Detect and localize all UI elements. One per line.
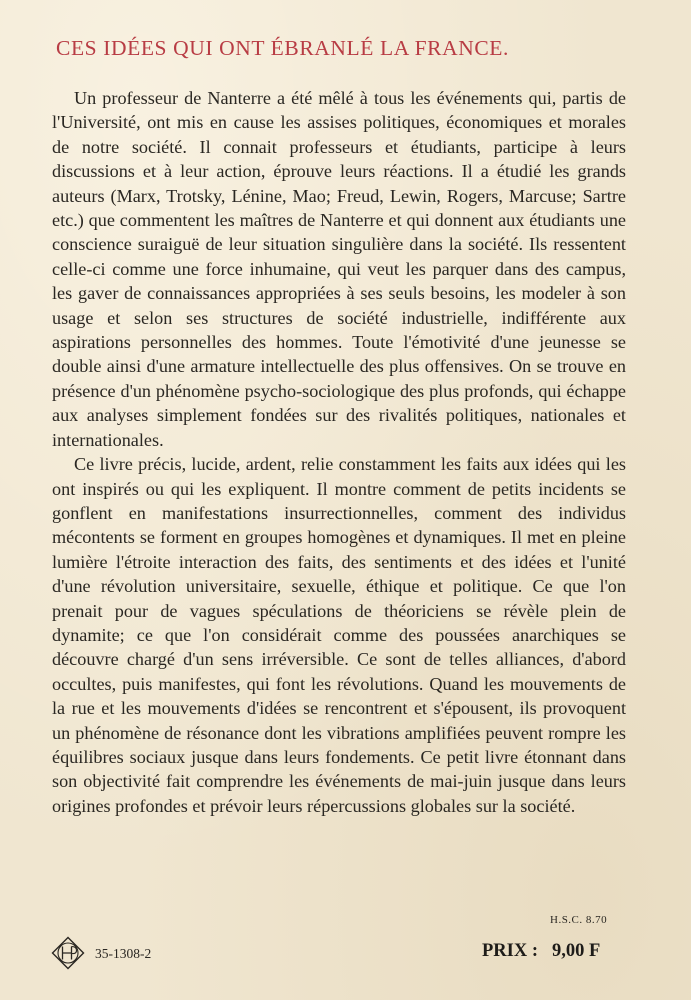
back-cover-headline: CES IDÉES QUI ONT ÉBRANLÉ LA FRANCE. bbox=[56, 36, 510, 60]
price-block bbox=[482, 941, 600, 962]
price-value: 9,00 F bbox=[552, 941, 601, 961]
price-label: PRIX : bbox=[482, 941, 539, 961]
print-code: H.S.C. 8.70 bbox=[550, 914, 608, 926]
blurb-text bbox=[52, 86, 626, 818]
blurb-paragraph-2: Ce livre précis, lucide, ardent, relie constamment les faits aux idées qui les ont inspirés ou qui les expliquent. Il montre comment de petits incidents se gonflent en manifestations insurrectionnelles, comment des individus mécontents se forment en groupes homogènes et dynamiques. Il met en pleine lumière l'étroite interaction des faits, des sentiments et des idées et l'unité d'une révolution universitaire, sexuelle, éthique et politique. Ce que l'on prenait pour de vagues spéculations de théoriciens se révèle plein de dynamite; ce que l'on considérait comme des poussées anarchiques se découvre chargé d'un sens irréversible. Ce sont de telles alliances, d'abord occultes, puis manifestes, qui font les révolutions. Quand les mouvements de la rue et les mouvements d'idées se rencontrent et s'épousent, ils provoquent un phénomène de résonance dont les vibrations amplifiées peuvent rompre les équilibres sociaux jusque dans leurs fondements. Ce petit livre étonnant dans son objectivité fait comprendre les événements de mai-juin jusque dans leurs origines profondes et prévoir leurs répercussions globales sur la société. bbox=[52, 454, 626, 816]
publisher-monogram-icon bbox=[51, 936, 85, 970]
blurb-paragraph-1: Un professeur de Nanterre a été mêlé à tous les événements qui, partis de l'Université, ont mis en cause les assises politiques, économiques et morales de notre société. Il connait professeurs et étudiants, participe à leurs discussions et à leur action, éprouve leurs réactions. Il a étudié les grands auteurs (Marx, Trotsky, Lénine, Mao; Freud, Lewin, Rogers, Marcuse; Sartre etc.) que commentent les maîtres de Nanterre et qui donnent aux étudiants une conscience suraiguë de leur situation singulière dans la société. Ils ressentent celle-ci comme une force inhumaine, qui veut les parquer dans des campus, les gaver de connaissances appropriées à ses seuls besoins, les modeler à son usage et selon ses structures de société industrielle, indifférente aux aspirations personnelles des hommes. Toute l'émotivité d'une jeunesse se double ainsi d'une armature intellectuelle des plus offensives. On se trouve en présence d'un phénomène psycho-sociologique des plus profonds, qui échappe aux analyses simplement fondées sur des rivalités politiques, nationales et internationales. bbox=[52, 88, 626, 450]
catalog-number: 35-1308-2 bbox=[95, 946, 152, 961]
